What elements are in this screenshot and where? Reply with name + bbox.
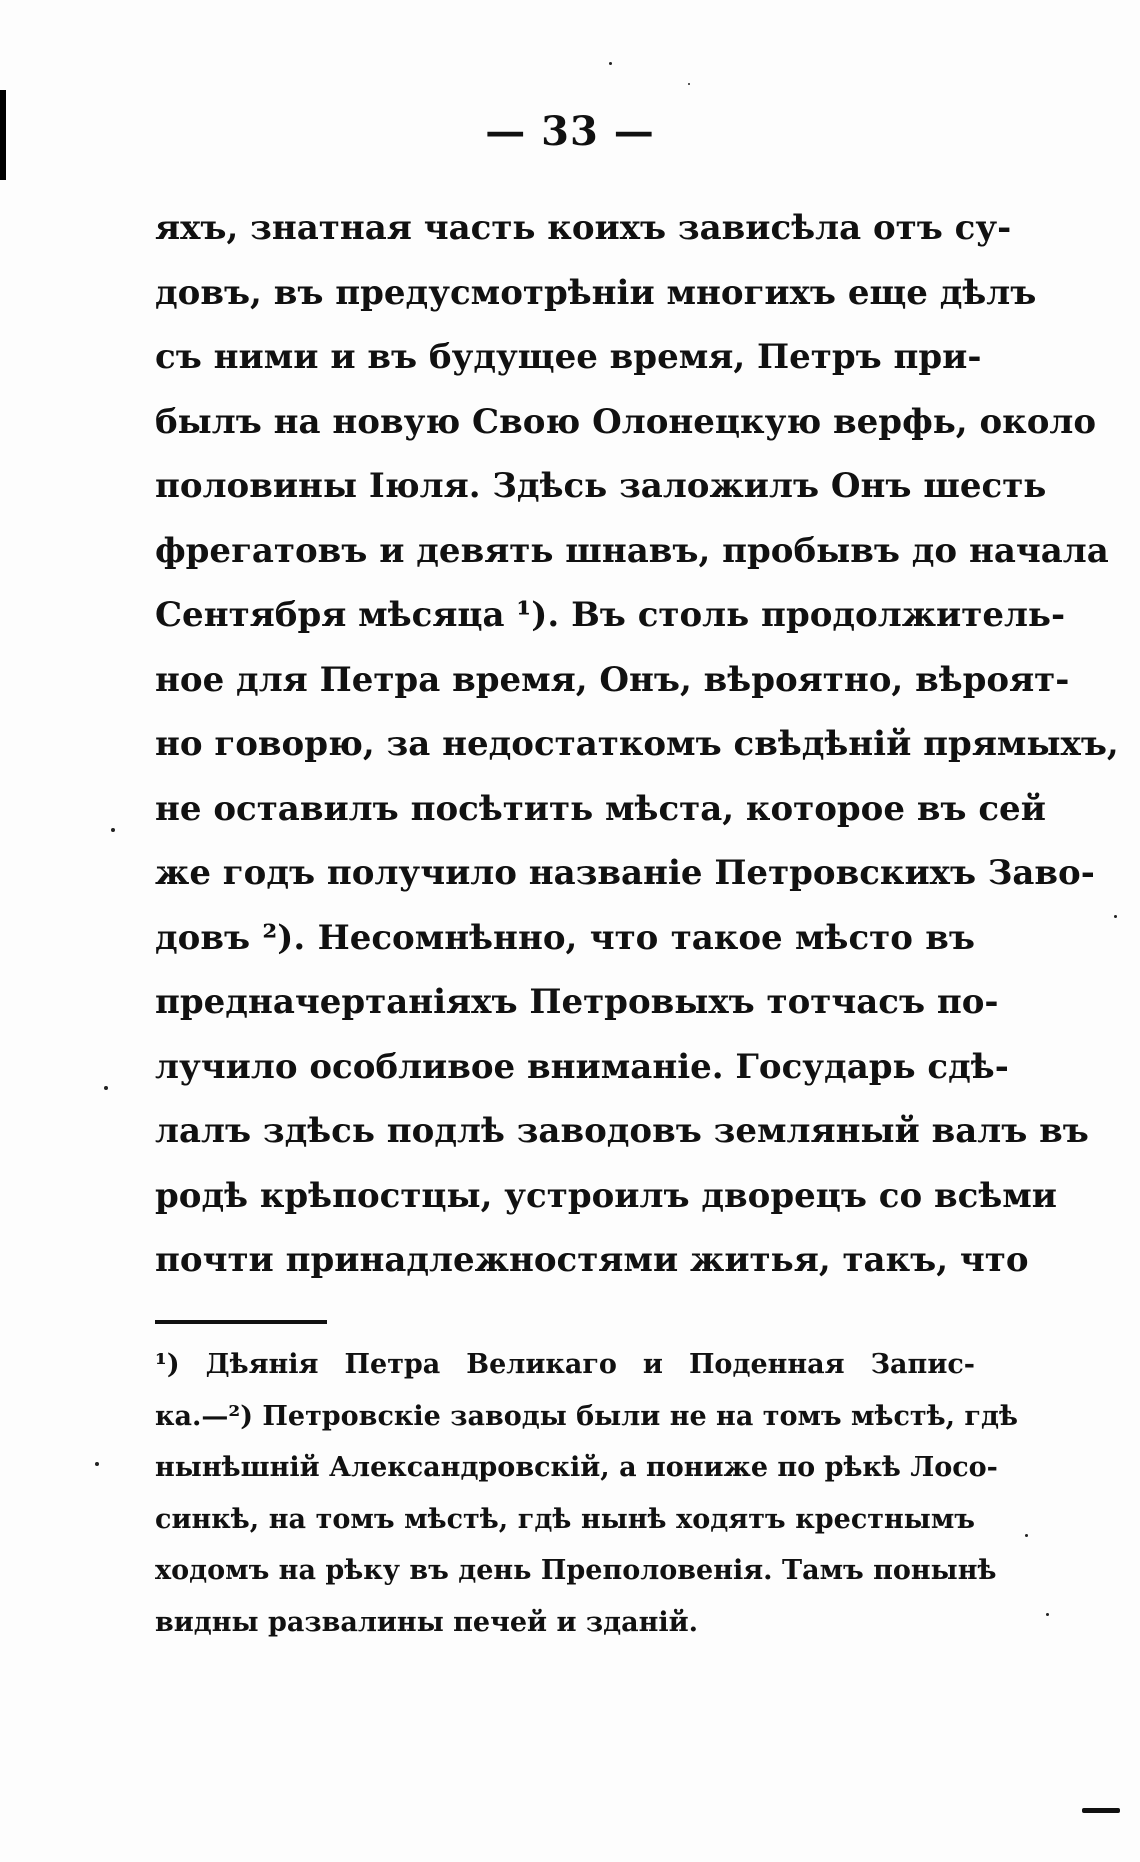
body-line: лалъ здѣсь подлѣ заводовъ земляный валъ въ (155, 1111, 1089, 1151)
scan-speck (95, 1462, 99, 1466)
page-number: — 33 — (485, 108, 655, 155)
footnote-line: ¹) Дѣянія Петра Великаго и Поденная Запис- (155, 1349, 975, 1380)
scan-speck (111, 828, 115, 832)
body-line: родѣ крѣпостцы, устроилъ дворецъ со всѣми (155, 1175, 1057, 1216)
body-line: Сентября мѣсяца ¹). Въ столь продолжитель- (155, 595, 1066, 635)
footnote-line: синкѣ, на томъ мѣстѣ, гдѣ нынѣ ходятъ крестнымъ (155, 1503, 975, 1535)
body-line: предначертаніяхъ Петровыхъ тотчасъ по- (155, 982, 999, 1022)
body-line: ное для Петра время, Онъ, вѣроятно, вѣроят- (155, 659, 1070, 700)
body-line: лучило особливое вниманіе. Государь сдѣ- (155, 1046, 1009, 1087)
body-line: но говорю, за недостаткомъ свѣдѣній прямыхъ, (155, 724, 1119, 764)
body-line: довъ ²). Несомнѣнно, что такое мѣсто въ (155, 917, 975, 958)
footnote-line: ка.—²) Петровскіе заводы были не на томъ мѣстѣ, гдѣ (155, 1400, 1018, 1432)
body-line: не оставилъ посѣтить мѣста, которое въ сей (155, 788, 1046, 829)
footnotes-block (155, 1339, 1018, 1648)
body-line: половины Іюля. Здѣсь заложилъ Онъ шесть (155, 466, 1047, 506)
body-line: съ ними и въ будущее время, Петръ при- (155, 337, 982, 377)
footnote-line: видны развалины печей и зданій. (155, 1606, 699, 1638)
body-line: былъ на новую Свою Олонецкую верфь, около (155, 401, 1097, 442)
main-text-block (155, 196, 1119, 1293)
scan-speck (1114, 915, 1117, 918)
scan-speck (1025, 1534, 1028, 1537)
scan-speck (688, 83, 690, 85)
scan-speck (1046, 1613, 1049, 1616)
footnote-separator-rule (155, 1320, 327, 1324)
body-line: яхъ, знатная часть коихъ зависѣла отъ су- (155, 208, 1012, 248)
scan-speck (609, 62, 612, 65)
footnote-line: нынѣшній Александровскій, а пониже по рѣкѣ Лосо- (155, 1452, 998, 1483)
body-line: почти принадлежностями житья, такъ, что (155, 1240, 1029, 1280)
footnote-line: ходомъ на рѣку въ день Преполовенія. Тамъ понынѣ (155, 1555, 997, 1586)
body-line: довъ, въ предусмотрѣніи многихъ еще дѣлъ (155, 272, 1037, 313)
body-line: фрегатовъ и девять шнавъ, пробывъ до начала (155, 530, 1109, 571)
scan-edge-dash (1082, 1808, 1120, 1813)
scan-speck (104, 1086, 108, 1090)
body-line: же годъ получило названіе Петровскихъ Заво- (155, 853, 1095, 893)
